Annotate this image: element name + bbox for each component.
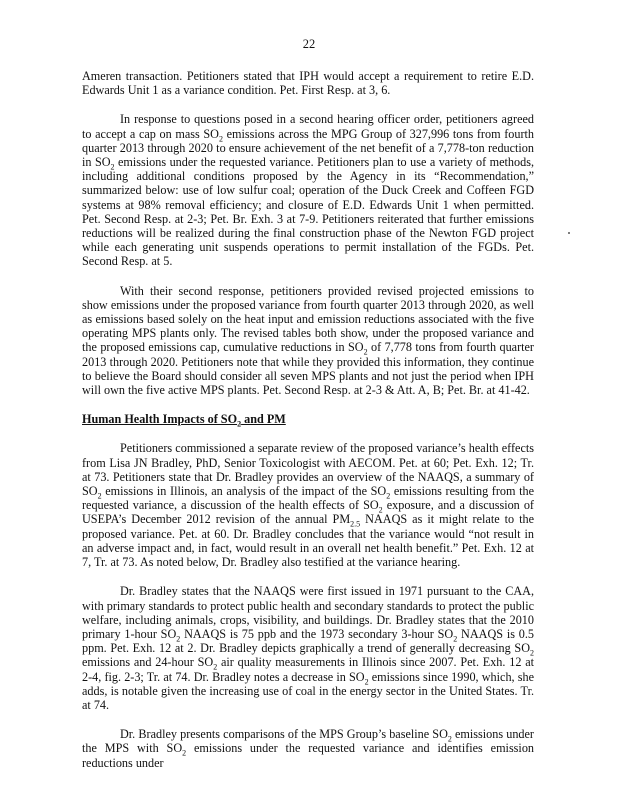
paragraph-ameren-transaction: Ameren transaction. Petitioners stated that IPH would accept a requirement to retire E.D. Edwards Unit 1 as a variance condition. Pet. First Resp. at 3, 6. [82,69,534,98]
paragraph-revised-projections: With their second response, petitioners provided revised projected emissions to show emissions under the proposed variance from fourth quarter 2013 through 2020, as well as emissions based solely on the heat input and emission reductions associated with the five operating MPS plants only. The revised tables both show, under the proposed variance and the proposed emissions cap, cumulative reductions in $SO_2$ of 7,778 tons from fourth quarter 2013 through 2020. Petitioners note that while they provided this information, they continue to believe the Board should consider all seven MPS plants and not just the period when IPH will own the five active MPS plants. Pet. Second Resp. at 2-3 & Att. A, B; Pet. Br. at 41-42. [82,283,534,398]
paragraph-naaqs-overview: Dr. Bradley states that the NAAQS were first issued in 1971 pursuant to the CAA, with primary standards to protect public health and secondary standards to protect the public welfare, including animals, crops, visibility, and buildings. Dr. Bradley states that the 2010 primary 1-hour $SO_2$ NAAQS is 75 ppb and the 1973 secondary 3-hour $SO_2$ NAAQS is 0.5 ppm. Pet. Exh. 12 at 2. Dr. Bradley depicts graphically a trend of generally decreasing $SO_2$ emissions and 24-hour $SO_2$ air quality measurements in Illinois since 2007. Pet. Exh. 12 at 2-4, fig. 2-3; Tr. at 74. Dr. Bradley notes a decrease in $SO_2$ emissions since 1990, which, she adds, is notable given the increasing use of coal in the energy sector in the United States. Tr. at 74. [82,584,534,712]
section-heading-health-impacts: Human Health Impacts of $SO_2$ and PM [82,412,286,429]
paragraph-baseline-comparison: Dr. Bradley presents comparisons of the MPS Group’s baseline $SO_2$ emissions under the MPS with $SO_2$ emissions under the requested variance and identifies emission reductions under [82,727,535,770]
paragraph-emissions-cap: In response to questions posed in a second hearing officer order, petitioners agreed to accept a cap on mass $SO_2$ emissions across the MPG Group of 327,996 tons from fourth quarter 2013 through 2020 to ensure achievement of the net benefit of a 7,778-ton reduction in $SO_2$ emissions under the requested variance. Petitioners plan to use a variety of methods, including additional conditions proposed by the Agency in its “Recommendation,” summarized below: use of low sulfur coal; operation of the Duck Creek and Coffeen FGD systems at 98% removal efficiency; and closure of E.D. Edwards Unit 1 when permitted. Pet. Second Resp. at 2-3; Pet. Br. Exh. 3 at 7-9. Petitioners reiterated that further emissions reductions will be realized during the final construction phase of the Newton FGD project while each generating unit suspends operations to permit installation of the FGDs. Pet. Second Resp. at 5. [82,112,534,269]
paragraph-health-review: Petitioners commissioned a separate review of the proposed variance’s health effects from Lisa JN Bradley, PhD, Senior Toxicologist with AECOM. Pet. at 60; Pet. Exh. 12; Tr. at 73. Petitioners state that Dr. Bradley provides an overview of the NAAQS, a summary of $SO_2$ emissions in Illinois, an analysis of the impact of the $SO_2$ emissions resulting from the requested variance, a discussion of the health effects of $SO_2$ exposure, and a discussion of USEPA’s December 2012 revision of the annual $PM_{2.5}$ NAAQS as it might relate to the proposed variance. Pet. at 60. Dr. Bradley concludes that the variance would “not result in an adverse impact and, in fact, would result in an overall net health benefit.” Pet. Exh. 12 at 7, Tr. at 73. As noted below, Dr. Bradley also testified at the variance hearing. [82,441,535,570]
body-text [82,69,534,770]
page-number: 22 [302,37,316,51]
scan-speck [568,232,570,234]
